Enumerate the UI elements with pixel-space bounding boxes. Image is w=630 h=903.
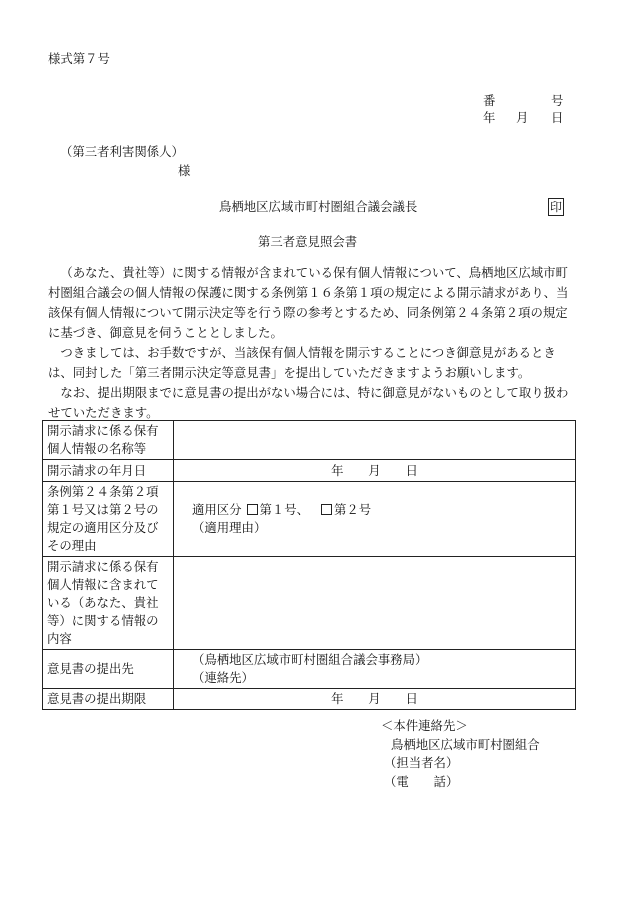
- ref-ban-label: 番: [483, 93, 496, 108]
- row-title-value: [174, 421, 576, 460]
- body-paragraph-3: なお、提出期限までに意見書の提出がない場合には、特に御意見がないものとして取り扱わせていただきます。: [48, 385, 569, 420]
- row-deadline-value: 年 月 日: [174, 689, 576, 710]
- table-row: [43, 421, 576, 460]
- classification-line: [192, 501, 571, 519]
- form-number: 様式第７号: [48, 51, 110, 66]
- classification-reason: （適用理由）: [192, 520, 267, 535]
- contact-person: （担当者名）: [384, 755, 459, 770]
- option-2-label: 第２号: [334, 502, 372, 517]
- contact-phone: （電 話）: [384, 774, 459, 789]
- seal-mark: [548, 198, 564, 216]
- checkbox-option-1[interactable]: [247, 504, 258, 515]
- row-title-label: 開示請求に係る保有個人情報の名称等: [43, 421, 174, 460]
- table-row: [43, 460, 576, 482]
- date-day-label: 日: [551, 110, 564, 125]
- row-classification-value: [174, 482, 576, 557]
- contact-heading: ＜本件連絡先＞: [381, 718, 468, 733]
- checkbox-option-2[interactable]: [321, 504, 332, 515]
- contact-org: 鳥栖地区広域市町村圏組合: [391, 737, 540, 752]
- row-submit-to-label: 意見書の提出先: [43, 650, 174, 689]
- table-row: [43, 557, 576, 650]
- submit-to-office: （鳥栖地区広域市町村圏組合議会事務局）: [192, 652, 428, 667]
- row-request-date-label: 開示請求の年月日: [43, 460, 174, 482]
- row-request-date-value: 年 月 日: [174, 460, 576, 482]
- classification-prefix: 適用区分: [192, 502, 242, 517]
- body-text: [48, 263, 576, 423]
- sender-name: 鳥栖地区広域市町村圏組合議会議長: [219, 199, 418, 214]
- seal-label: 印: [550, 200, 563, 214]
- document-title: 第三者意見照会書: [258, 234, 358, 249]
- info-table: [42, 420, 576, 710]
- row-content-value: [174, 557, 576, 650]
- date-month-label: 月: [516, 110, 529, 125]
- row-classification-label: 条例第２４条第２項第１号又は第２号の規定の適用区分及びその理由: [43, 482, 174, 557]
- body-paragraph-2: つきましては、お手数ですが、当該保有個人情報を開示することにつき御意見があるときは、同封した「第三者開示決定等意見書」を提出していただきますようお願いします。: [48, 345, 556, 380]
- row-deadline-label: 意見書の提出期限: [43, 689, 174, 710]
- table-row: [43, 689, 576, 710]
- row-content-label: 開示請求に係る保有個人情報に含まれている（あなた、貴社等）に関する情報の内容: [43, 557, 174, 650]
- row-submit-to-value: [174, 650, 576, 689]
- addressee-party: （第三者利害関係人）: [60, 144, 184, 159]
- addressee-honorific: 様: [178, 163, 191, 178]
- ref-go-label: 号: [551, 93, 564, 108]
- option-1-label: 第１号、: [259, 502, 310, 517]
- table-row: [43, 482, 576, 557]
- date-year-label: 年: [483, 110, 496, 125]
- submit-to-contact: （連絡先）: [192, 670, 254, 685]
- table-row: [43, 650, 576, 689]
- body-paragraph-1: （あなた、貴社等）に関する情報が含まれている保有個人情報について、鳥栖地区広域市町村圏組合議会の個人情報の保護に関する条例第１６条第１項の規定による開示請求があり、当該保有個人情報について開示決定等を行う際の参考とするため、同条例第２４条第２項の規定に基づき、御意見を伺うこととしました。: [48, 265, 569, 340]
